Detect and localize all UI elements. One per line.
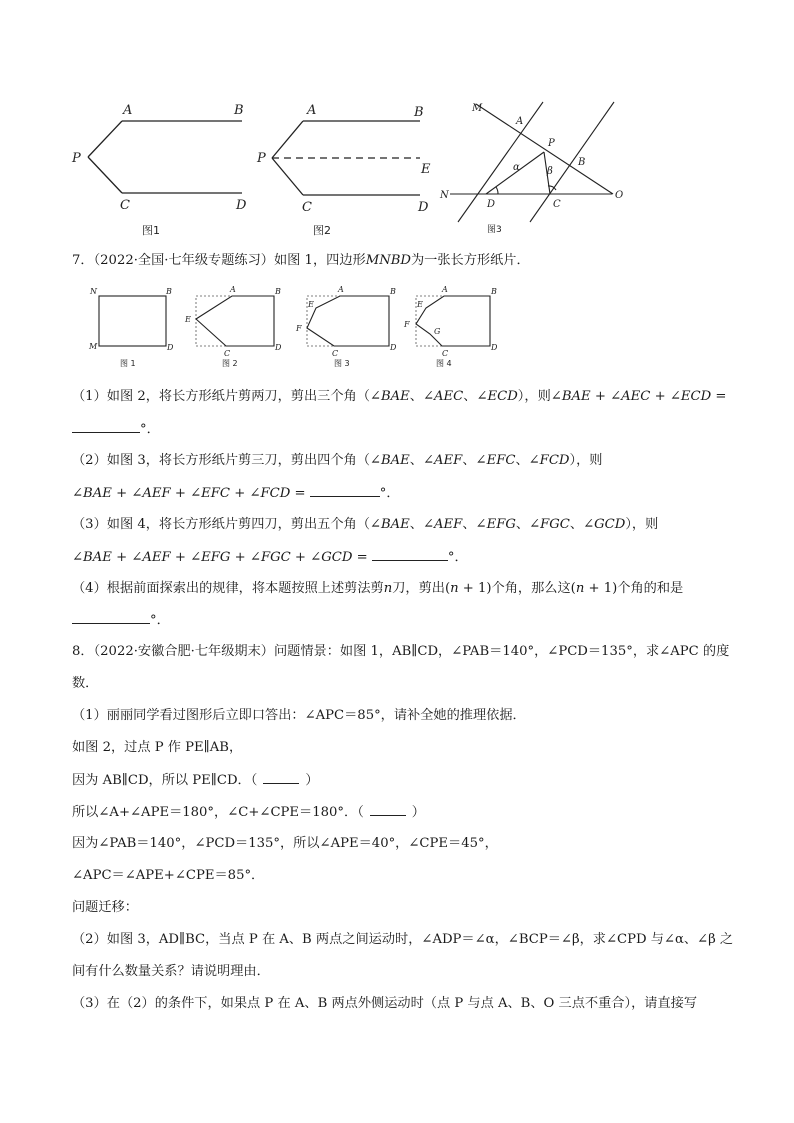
label-E: E — [185, 315, 191, 324]
reason-blank[interactable] — [370, 803, 406, 816]
label-N: N — [440, 190, 449, 201]
label-E: E — [308, 300, 314, 309]
label-B: B — [166, 287, 172, 296]
close-paren: ） — [411, 805, 425, 820]
label-F: F — [404, 320, 410, 329]
q8-line-4: 如图 2，过点 P 作 PE∥AB， — [72, 740, 243, 755]
label-E: E — [421, 162, 431, 177]
label-N: N — [90, 287, 97, 296]
label-P: P — [72, 151, 81, 166]
label-B: B — [390, 287, 396, 296]
answer-blank[interactable] — [310, 484, 380, 497]
q8-line-7: 因为∠PAB＝140°，∠PCD＝135°，所以∠APE＝40°，∠CPE＝45°， — [72, 836, 498, 851]
q7-figure-2 — [184, 282, 288, 372]
label-C: C — [120, 198, 130, 213]
answer-blank[interactable] — [72, 420, 140, 433]
q7-part4-text: （4）根据前面探索出的规律，将本题按照上述剪法剪𝑛刀，剪出(𝑛 + 1)个角，那么这(𝑛 + 1)个角的和是 — [72, 581, 684, 596]
q7-part2-text: （2）如图 3，将长方形纸片剪三刀，剪出四个角（∠𝐵𝐴𝐸、∠𝐴𝐸𝐹、∠𝐸𝐹𝐶、∠𝐹𝐶𝐷），则 — [72, 453, 603, 468]
label-D: D — [167, 343, 174, 352]
label-F: F — [296, 324, 302, 333]
label-A: A — [307, 103, 317, 118]
q7-part4-answer — [72, 611, 170, 630]
q8-line-11: 间有什么数量关系？请说明理由． — [72, 964, 270, 979]
q8-line-2: 数． — [72, 676, 99, 691]
label-A: A — [338, 285, 344, 294]
q7-figure-1 — [88, 282, 180, 372]
reason-prompt: 因为 AB∥CD，所以 PE∥CD．（ — [72, 773, 258, 788]
q8-line-1: 8．（2022·安徽合肥·七年级期末）问题情景：如图 1，AB∥CD，∠PAB＝140°，∠PCD＝135°，求∠APC 的度 — [72, 644, 730, 659]
q7-part3-text: （3）如图 4，将长方形纸片剪四刀，剪出五个角（∠𝐵𝐴𝐸、∠𝐴𝐸𝐹、∠𝐸𝐹𝐺、∠𝐹𝐺𝐶、∠𝐺𝐶𝐷），则 — [72, 517, 659, 532]
q7-part1-answer — [72, 420, 160, 439]
label-C: C — [224, 349, 231, 358]
label-M: M — [89, 342, 98, 351]
q8-line-9: 问题迁移： — [72, 900, 138, 915]
label-A: A — [123, 103, 133, 118]
label-O: O — [615, 190, 624, 201]
label-D: D — [275, 343, 282, 352]
label-P: P — [257, 151, 266, 166]
label-C: C — [442, 349, 449, 358]
q7-part1-text: （1）如图 2，将长方形纸片剪两刀，剪出三个角（∠𝐵𝐴𝐸、∠𝐴𝐸𝐶、∠𝐸𝐶𝐷），则∠𝐵𝐴𝐸 + ∠𝐴𝐸𝐶 + ∠𝐸𝐶𝐷 = — [72, 389, 727, 404]
label-A: A — [230, 285, 236, 294]
figure-2 — [250, 95, 450, 245]
q8-line-10: （2）如图 3，AD∥BC，当点 P 在 A、B 两点之间运动时，∠ADP＝∠α，∠BCP＝∠β，求∠CPD 与∠α、∠β 之 — [72, 932, 734, 947]
label-D: D — [491, 343, 498, 352]
label-E: E — [417, 300, 423, 309]
figure-caption: 图2 — [313, 224, 331, 237]
figure-caption: 图1 — [142, 224, 160, 237]
q7-header: 7．（2022·全国·七年级专题练习）如图 1，四边形𝑀𝑁𝐵𝐷为一张长方形纸片． — [72, 253, 530, 268]
label-B: B — [578, 157, 586, 168]
label-B: B — [491, 287, 497, 296]
label-P: P — [548, 138, 555, 149]
label-M: M — [472, 103, 483, 114]
figure-caption: 图 4 — [436, 359, 452, 368]
label-beta: β — [547, 166, 553, 177]
degree-suffix: °． — [150, 613, 170, 628]
close-paren: ） — [305, 773, 319, 788]
label-C: C — [553, 199, 561, 210]
label-A: A — [516, 116, 524, 127]
q8-line-12: （3）在（2）的条件下，如果点 P 在 A、B 两点外侧运动时（点 P 与点 A、B、O 三点不重合），请直接写 — [72, 996, 698, 1011]
label-A: A — [442, 285, 448, 294]
q8-line-8: ∠APC＝∠APE+∠CPE＝85°． — [72, 868, 265, 883]
q7-part2-answer — [72, 484, 400, 503]
degree-suffix: °． — [379, 486, 400, 501]
reason-prompt: 所以∠A+∠APE＝180°，∠C+∠CPE＝180°．（ — [72, 805, 364, 820]
label-B: B — [234, 103, 244, 118]
label-B: B — [275, 287, 281, 296]
figure-caption: 图3 — [487, 225, 502, 235]
degree-suffix: °． — [447, 550, 468, 565]
label-C: C — [332, 349, 339, 358]
angle-sum: ∠𝐵𝐴𝐸 + ∠𝐴𝐸𝐹 + ∠𝐸𝐹𝐺 + ∠𝐹𝐺𝐶 + ∠𝐺𝐶𝐷 = — [72, 550, 368, 565]
q7-part3-answer — [72, 548, 468, 567]
q7-figure-4 — [398, 282, 502, 372]
answer-blank[interactable] — [72, 611, 150, 624]
angle-sum: ∠𝐵𝐴𝐸 + ∠𝐴𝐸𝐹 + ∠𝐸𝐹𝐶 + ∠𝐹𝐶𝐷 = — [72, 486, 306, 501]
reason-blank[interactable] — [263, 771, 299, 784]
q7-figure-3 — [292, 282, 404, 372]
label-D: D — [487, 199, 496, 210]
figure-caption: 图 3 — [334, 359, 350, 368]
figure-caption: 图 1 — [120, 359, 136, 368]
label-C: C — [302, 200, 312, 215]
answer-blank[interactable] — [372, 548, 448, 561]
label-G: G — [434, 327, 441, 336]
figure-caption: 图 2 — [222, 359, 238, 368]
q8-line-5 — [72, 771, 319, 790]
figure-1 — [60, 95, 260, 245]
figure-3 — [430, 92, 640, 242]
q8-line-3: （1）丽丽同学看过图形后立即口答出：∠APC＝85°，请补全她的推理依据． — [72, 708, 526, 723]
label-alpha: α — [513, 162, 520, 173]
label-D: D — [390, 343, 397, 352]
degree-suffix: °． — [140, 422, 160, 437]
label-B: B — [414, 105, 424, 120]
q8-line-6 — [72, 803, 425, 822]
label-D: D — [418, 200, 429, 215]
label-D: D — [236, 198, 247, 213]
